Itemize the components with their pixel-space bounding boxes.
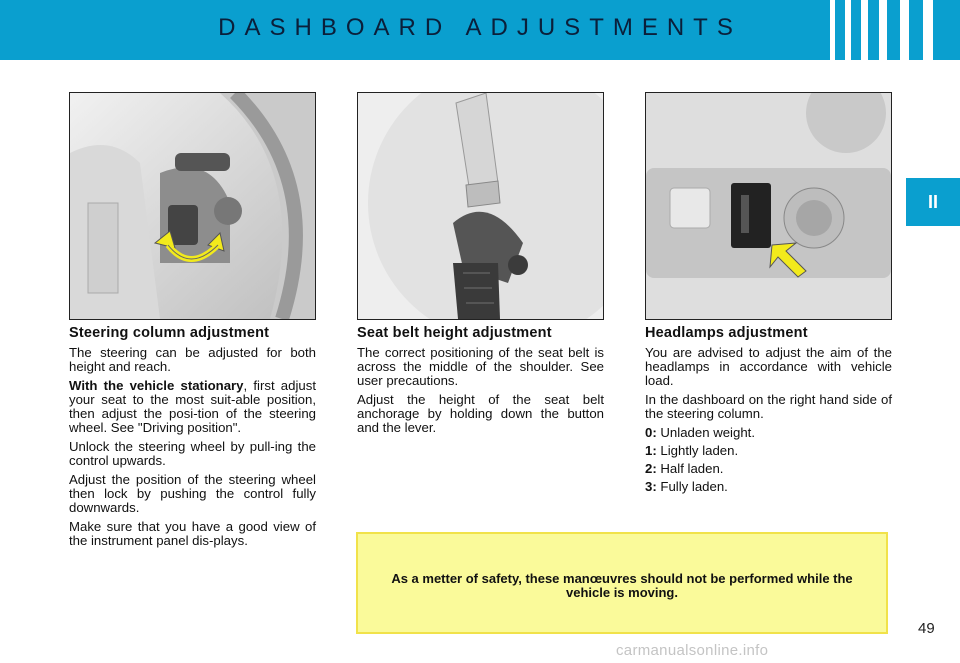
seatbelt-paragraph-2: Adjust the height of the seat belt anchorage by holding down the button and the lever. xyxy=(357,392,604,435)
safety-notice-text: As a metter of safety, these manœuvres should not be performed while the vehicle is moving. xyxy=(391,571,853,600)
steering-section xyxy=(69,326,316,553)
page-header-band xyxy=(0,0,960,60)
steering-paragraph-2 xyxy=(69,379,316,435)
headlamps-paragraph-1: You are advised to adjust the aim of the headlamps in accordance with vehicle load. xyxy=(645,345,892,388)
steering-paragraph-3: Unlock the steering wheel by pull-ing the control upwards. xyxy=(69,439,316,468)
steering-paragraph-1: The steering can be adjusted for both height and reach. xyxy=(69,345,316,374)
headlamps-setting-item xyxy=(645,462,892,476)
headlamps-paragraph-2: In the dashboard on the right hand side of the steering column. xyxy=(645,392,892,421)
setting-text: Lightly laden. xyxy=(660,443,739,458)
seatbelt-paragraph-1: The correct positioning of the seat belt is across the middle of the shoulder. See user precautions. xyxy=(357,345,604,388)
page-title: DASHBOARD ADJUSTMENTS xyxy=(218,14,742,41)
steering-paragraph-5: Make sure that you have a good view of the instrument panel dis-plays. xyxy=(69,519,316,548)
chapter-tab: II xyxy=(906,178,960,226)
headlamps-setting-item xyxy=(645,426,892,440)
setting-key: 1: xyxy=(645,443,657,458)
seatbelt-heading: Seat belt height adjustment xyxy=(357,325,552,341)
setting-text: Unladen weight. xyxy=(660,425,755,440)
setting-key: 2: xyxy=(645,461,657,476)
steering-paragraph-4: Adjust the position of the steering wheel then lock by pushing the control fully downwards. xyxy=(69,472,316,515)
headlamps-setting-item xyxy=(645,444,892,458)
watermark: carmanualsonline.info xyxy=(616,642,769,659)
setting-text: Fully laden. xyxy=(660,479,728,494)
headlamps-section xyxy=(645,326,892,498)
headlamps-heading: Headlamps adjustment xyxy=(645,325,808,341)
setting-key: 3: xyxy=(645,479,657,494)
headlamps-setting-item xyxy=(645,480,892,494)
setting-key: 0: xyxy=(645,425,657,440)
steering-paragraph-2-bold: With the vehicle stationary xyxy=(69,378,244,393)
headlamps-control-photo xyxy=(645,92,892,320)
seatbelt-section xyxy=(357,326,604,440)
steering-paragraph-2-rest: , first adjust your seat to the most suit-able position, then adjust the posi-tion of the steering wheel. See "Driving position". xyxy=(69,378,316,435)
steering-heading: Steering column adjustment xyxy=(69,325,270,341)
steering-column-photo xyxy=(69,92,316,320)
seat-belt-photo xyxy=(357,92,604,320)
page-number: 49 xyxy=(918,620,935,637)
safety-notice-box xyxy=(356,532,888,634)
setting-text: Half laden. xyxy=(660,461,724,476)
